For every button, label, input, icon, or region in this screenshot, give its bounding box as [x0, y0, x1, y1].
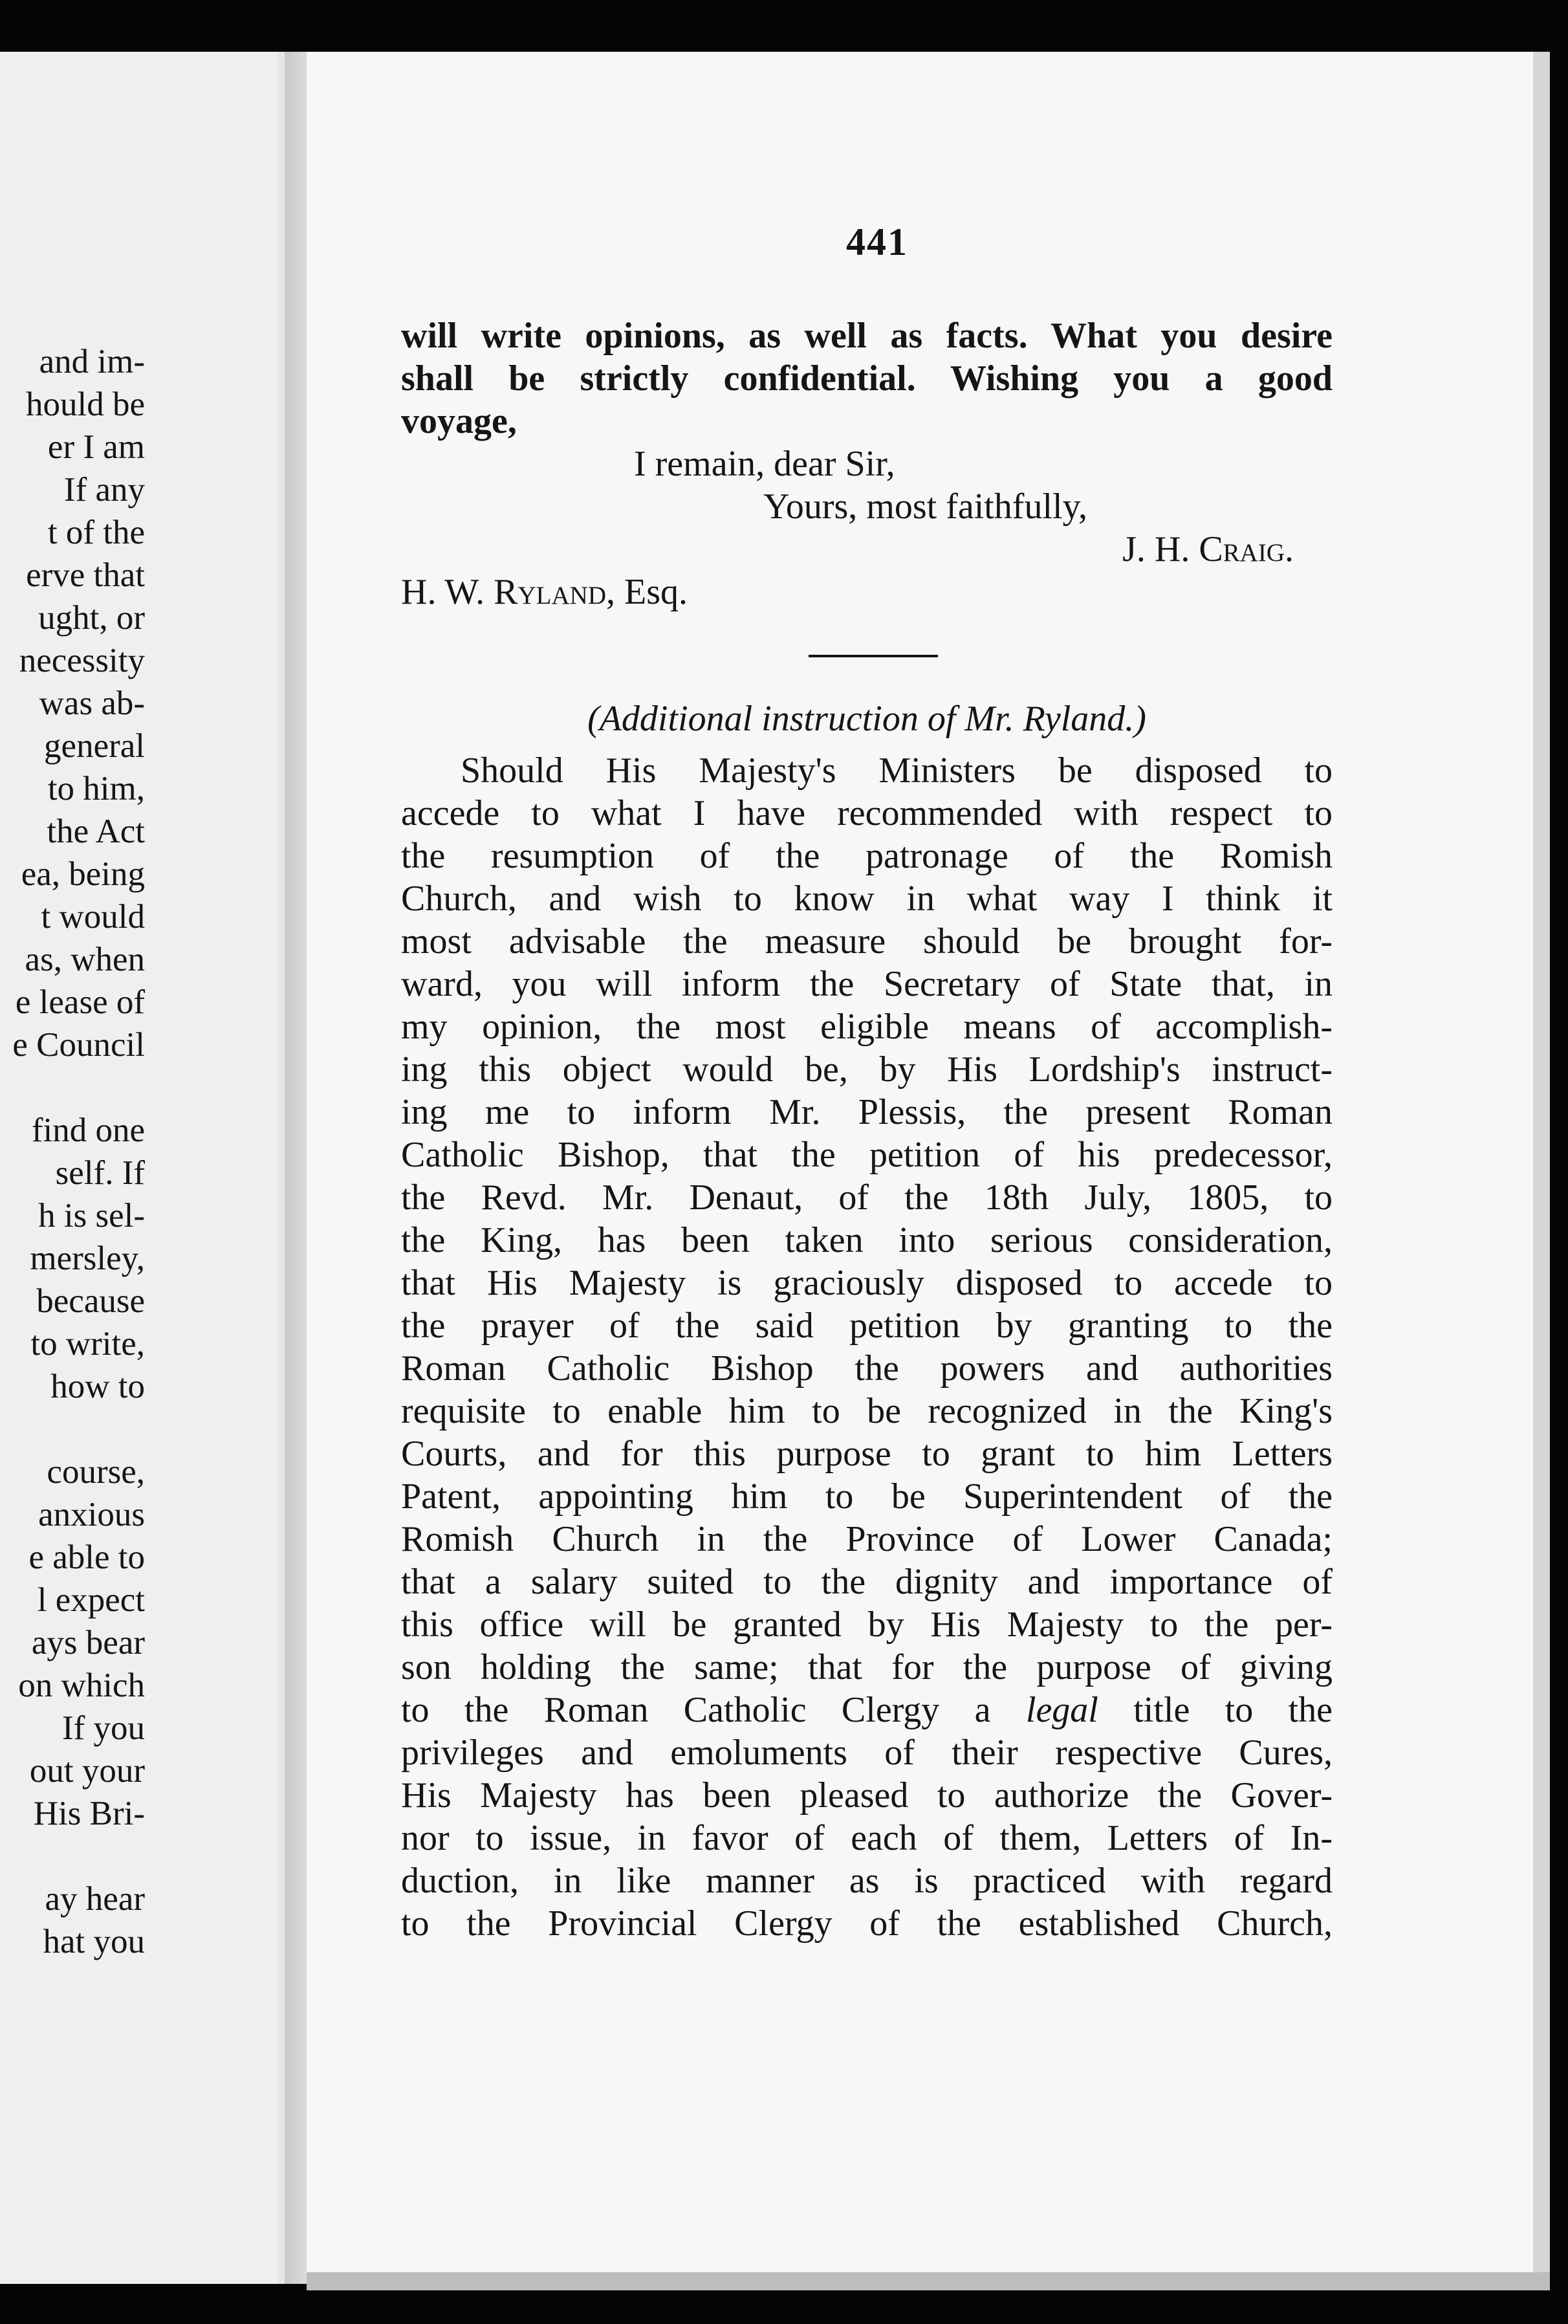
previous-page-line: ays bear: [31, 1624, 145, 1661]
previous-page-line: the Act: [47, 813, 145, 850]
text-line: most advisable the measure should be brought for-: [401, 921, 1333, 961]
text-line: Should His Majesty's Ministers be disposed to: [461, 751, 1333, 791]
previous-page: [0, 52, 285, 2284]
previous-page-line: e lease of: [15, 983, 145, 1021]
text-line: my opinion, the most eligible means of accomplish-: [401, 1007, 1333, 1047]
text-line: Roman Catholic Bishop the powers and authorities: [401, 1348, 1333, 1388]
previous-page-line: was ab-: [39, 685, 145, 722]
previous-page-line: hould be: [26, 386, 145, 423]
previous-page-line: [12, 1408, 145, 1451]
section-heading: (Additional instruction of Mr. Ryland.): [587, 699, 1146, 739]
signature: J. H. Craig.: [1122, 529, 1294, 569]
text-line: duction, in like manner as is practiced with regard: [401, 1861, 1333, 1901]
previous-page-line: because: [36, 1282, 145, 1320]
text-line: that a salary suited to the dignity and importance of: [401, 1562, 1333, 1602]
previous-page-line: to write,: [30, 1325, 145, 1363]
previous-page-line: mersley,: [30, 1240, 145, 1277]
text-line: shall be strictly confidential. Wishing you a good: [401, 358, 1333, 399]
text-line: requisite to enable him to be recognized in the King's: [401, 1391, 1333, 1431]
text-line: Romish Church in the Province of Lower Canada;: [401, 1519, 1333, 1559]
previous-page-line: ea, being: [21, 855, 145, 893]
text-line: ing me to inform Mr. Plessis, the present Roman: [401, 1092, 1333, 1132]
text-line: to the Provincial Clergy of the established Church,: [401, 1903, 1333, 1944]
section-divider: [809, 655, 938, 657]
page-number: 441: [846, 221, 908, 263]
previous-page-line: as, when: [25, 941, 145, 978]
text-line: nor to issue, in favor of each of them, Letters of In-: [401, 1818, 1333, 1858]
previous-page-line: ay hear: [45, 1880, 145, 1918]
page-bottom-edge: [307, 2272, 1550, 2290]
page-text: [401, 314, 1333, 1945]
previous-page-text: [12, 340, 145, 1963]
previous-page-line: t of the: [47, 514, 145, 551]
previous-page-line: ught, or: [38, 599, 145, 637]
previous-page-line: on which: [18, 1667, 145, 1704]
previous-page-line: self. If: [55, 1154, 145, 1192]
text-line: accede to what I have recommended with respect to: [401, 793, 1333, 833]
previous-page-line: [12, 1066, 145, 1109]
previous-page-line: l expect: [37, 1581, 145, 1619]
text-line: to the Roman Catholic Clergy a legal title to the: [401, 1690, 1333, 1730]
previous-page-line: find one: [31, 1112, 145, 1149]
text-line: ing this object would be, by His Lordship's instruct-: [401, 1049, 1333, 1090]
text-line: this office will be granted by His Majesty to the per-: [401, 1605, 1333, 1645]
text-line: the prayer of the said petition by granting to the: [401, 1306, 1333, 1346]
signoff-line: I remain, dear Sir,: [634, 444, 895, 484]
previous-page-line: necessity: [19, 642, 145, 679]
previous-page-line: e able to: [28, 1539, 145, 1576]
text-line: privileges and emoluments of their respective Cures,: [401, 1733, 1333, 1773]
page-edge: [1533, 52, 1550, 2272]
previous-page-line: out your: [29, 1752, 145, 1790]
text-line: will write opinions, as well as facts. What you desire: [401, 316, 1333, 356]
text-line: Church, and wish to know in what way I think it: [401, 879, 1333, 919]
text-line: His Majesty has been pleased to authorize the Gover-: [401, 1775, 1333, 1815]
previous-page-line: His Bri-: [33, 1795, 145, 1832]
text-line: Patent, appointing him to be Superintendent of the: [401, 1476, 1333, 1517]
previous-page-edge: [278, 52, 285, 2284]
previous-page-line: anxious: [38, 1496, 145, 1533]
previous-page-line: e Council: [12, 1026, 145, 1064]
previous-page-line: general: [44, 727, 145, 765]
text-line: the resumption of the patronage of the Romish: [401, 836, 1333, 876]
previous-page-line: [12, 1835, 145, 1878]
previous-page-line: hat you: [43, 1923, 145, 1960]
previous-page-line: t would: [41, 898, 145, 936]
text-line: that His Majesty is graciously disposed to accede to: [401, 1263, 1333, 1303]
text-line: the Revd. Mr. Denaut, of the 18th July, 1805, to: [401, 1178, 1333, 1218]
book-gutter: [285, 52, 307, 2284]
previous-page-line: and im-: [39, 343, 145, 380]
previous-page-line: If any: [63, 471, 145, 509]
text-line: Catholic Bishop, that the petition of his predecessor,: [401, 1135, 1333, 1175]
text-line: voyage,: [401, 401, 517, 441]
previous-page-line: If you: [61, 1709, 145, 1747]
previous-page-line: erve that: [26, 556, 145, 594]
body-paragraph: [401, 749, 1333, 1945]
previous-page-line: h is sel-: [38, 1197, 145, 1234]
text-line: son holding the same; that for the purpose of giving: [401, 1647, 1333, 1687]
previous-page-line: er I am: [47, 428, 145, 466]
previous-page-line: to him,: [47, 770, 145, 807]
previous-page-line: course,: [47, 1453, 145, 1491]
letter-closing: [401, 314, 1333, 443]
addressee: H. W. Ryland, Esq.: [401, 572, 688, 612]
signoff-line: Yours, most faithfully,: [763, 487, 1087, 527]
previous-page-line: how to: [50, 1368, 145, 1405]
text-line: Courts, and for this purpose to grant to him Letters: [401, 1434, 1333, 1474]
text-line: ward, you will inform the Secretary of State that, in: [401, 964, 1333, 1004]
text-line: the King, has been taken into serious consideration,: [401, 1220, 1333, 1260]
